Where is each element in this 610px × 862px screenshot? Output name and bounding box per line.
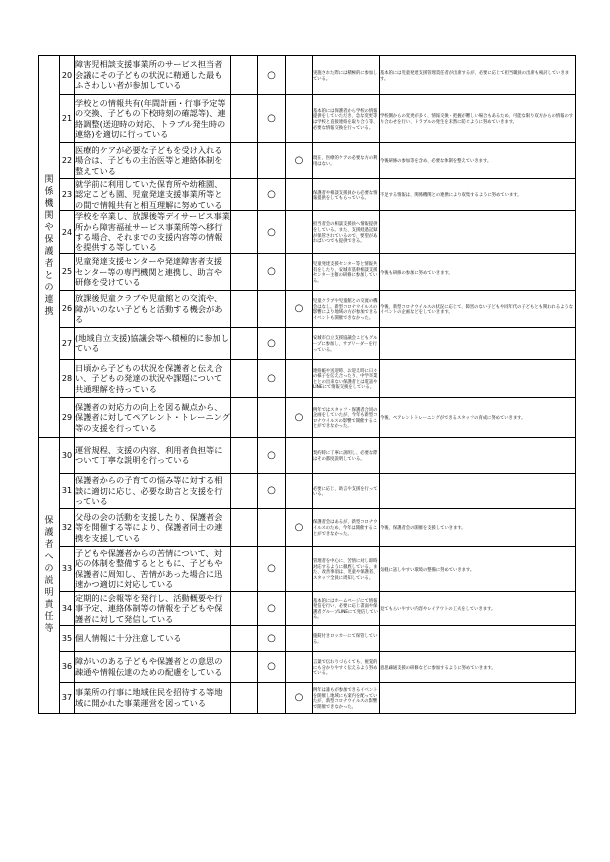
section-label-text: 保護者への説明責任等 [44,516,54,635]
item-number: 34 [60,591,75,625]
table-row [39,397,576,437]
status-note: 児童クラブや児童館との交流の機会はなし。新型コロナウイルスの影響により地域の方が参加できるイベントも開催できなかった。 [313,290,380,327]
answer-cell [286,625,313,651]
improvement-note [380,327,576,359]
answer-cell [258,397,286,437]
item-number: 26 [60,290,75,327]
table-row [39,253,576,290]
improvement-note [380,437,576,473]
item-number: 27 [60,327,75,359]
improvement-note: 意思疎通支援の研修などに参加するように努めていきます。 [380,651,576,682]
answer-cell [286,253,313,290]
item-question: 日頃から子どもの状況を保護者と伝え合い、子どもの発達の状況や課題について共通理解を持っている [75,359,231,397]
table-row [39,211,576,254]
answer-cell [286,437,313,473]
table-row [39,437,576,473]
answer-cell [286,327,313,359]
table-row [39,179,576,211]
item-number: 31 [60,473,75,508]
table-row [39,625,576,651]
improvement-note: 今後、保護者会の開催を支援していきます。 [380,508,576,546]
status-note: 基本的にはホームページにて情報発信を行い、必要に応じ書面や保護者グループLINEにて発信している。 [313,591,380,625]
item-question: 学校との情報共有(年間計画・行事予定等の交換、子どもの下校時刻の確認等)、連絡調整(送迎時の対応、トラブル発生時の連絡)を適切に行っている [75,95,231,143]
answer-cell [286,473,313,508]
item-question: 就学前に利用していた保育所や幼稚園、認定こども園、児童発達支援事業所等との間で情報共有と相互理解に努めている [75,179,231,211]
improvement-note [380,359,576,397]
status-note: 基本的には保護者から学校の情報提供をしていただき、急な変更等は学校と直接連絡を取り合う等、必要な情報交換を行っている。 [313,95,380,143]
improvement-note [380,625,576,651]
answer-cell [231,546,258,591]
item-number: 37 [60,682,75,713]
status-note: 児童発達支援センター等と情報共有をしたり、安城市基幹相談支援センター主催の研修に参加している。 [313,253,380,290]
status-note: 実施された際には積極的に参加している。 [313,56,380,95]
table-row [39,651,576,682]
answer-mark: ○ [286,682,313,713]
item-number: 25 [60,253,75,290]
answer-mark: ○ [286,397,313,437]
answer-mark: ○ [258,473,286,508]
table-row [39,473,576,508]
improvement-note: 今後、ペアレントトレーニングができるスタッフの育成に努めていきます。 [380,397,576,437]
answer-mark: ○ [258,437,286,473]
item-question: 保護者からの子育ての悩み等に対する相談に適切に応じ、必要な助言と支援を行っている [75,473,231,508]
answer-cell [231,682,258,713]
table-row [39,143,576,179]
answer-mark: ○ [258,95,286,143]
answer-mark: ○ [286,143,313,179]
answer-cell [258,290,286,327]
answer-cell [231,327,258,359]
item-question: 障がいのある子どもや保護者との意思の疎通や情報伝達のための配慮をしている [75,651,231,682]
status-note: 現在、医療的ケアの必要な方の利用はない。 [313,143,380,179]
answer-cell [231,473,258,508]
improvement-note: 今後、新型コロナウイルスの状況に応じて、障害のない子どもや同年代の子どもとも関われるようなイベントの企画などをしていきます。 [380,290,576,327]
item-question: 児童発達支援センターや発達障害者支援センター等の専門機関と連携し、助言や研修を受けている [75,253,231,290]
answer-mark: ○ [286,508,313,546]
answer-cell [231,290,258,327]
answer-cell [231,508,258,546]
evaluation-table [38,55,576,714]
status-note: 例年ではスタッフ・保護者合同の企画をしていたが、今年も新型コロナウイルスの影響で開催することができなかった。 [313,397,380,437]
status-note: 安城市自立支援協議会こどもグループに参加し、サブリーダーを行っている。 [313,327,380,359]
answer-cell [231,95,258,143]
item-question: 事業所の行事に地域住民を招待する等地域に開かれた事業運営を図っている [75,682,231,713]
status-note: 例年は誰もが参加できるイベントを開催し地域にも案内を配っていたが、新型コロナウイルスの影響で開催できなかった。 [313,682,380,713]
item-number: 21 [60,95,75,143]
answer-cell [286,359,313,397]
answer-cell [286,211,313,254]
answer-mark: ○ [258,179,286,211]
answer-cell [258,508,286,546]
item-question: 障害児相談支援事業所のサービス担当者会議にその子どもの状況に精通した最もふさわしい者が参加している [75,56,231,95]
status-note: 保護者や相談支援員から必要な情報提供をしてもらっている。 [313,179,380,211]
answer-cell [286,651,313,682]
improvement-note [380,682,576,713]
item-number: 23 [60,179,75,211]
item-number: 28 [60,359,75,397]
answer-cell [231,211,258,254]
table-row [39,327,576,359]
answer-cell [231,253,258,290]
status-note: 施錠付きロッカーにて保管している。 [313,625,380,651]
status-note: 管理者を中心に、苦情に対し即時対応するように徹底している。また、改善事項は、児童や保護者、スタッフ全員に周知している。 [313,546,380,591]
answer-cell [231,437,258,473]
item-question: 父母の会の活動を支援したり、保護者会等を開催する等により、保護者同士の連携を支援している [75,508,231,546]
section-label [39,56,60,438]
item-question: (地域自立支援)協議会等へ積極的に参加している [75,327,231,359]
status-note: 担当者会の相談支援員へ情報提供をしている。また、支援経過記録が保管されているので、要望があればいつでも提供できる。 [313,211,380,254]
section-label-text: 関係機関や保護者との連携 [44,175,54,318]
answer-cell [286,546,313,591]
table-row [39,56,576,95]
item-question: 個人情報に十分注意している [75,625,231,651]
table-row [39,546,576,591]
answer-mark: ○ [286,290,313,327]
table-row [39,95,576,143]
improvement-note: 学校側からの変更が多く、情報交換・把握が難しい場合もあるため、可能な限り双方からの情報のすり合わせを行い、トラブルの発生を未然に防ぐように努めていきます。 [380,95,576,143]
answer-mark: ○ [258,591,286,625]
improvement-note: 今後も研修の参加に努めていきます。 [380,253,576,290]
answer-cell [231,397,258,437]
improvement-note: 見てもらいやすい内容やレイアウトの工夫をしていきます。 [380,591,576,625]
item-question: 放課後児童クラブや児童館との交流や、障がいのない子どもと活動する機会がある [75,290,231,327]
item-question: 運営規程、支援の内容、利用者負担等について丁寧な説明を行っている [75,437,231,473]
answer-mark: ○ [258,625,286,651]
answer-mark: ○ [258,56,286,95]
status-note: 契約時に丁寧に説明し、必要な際はその都度説明している。 [313,437,380,473]
answer-cell [231,143,258,179]
item-number: 32 [60,508,75,546]
item-number: 24 [60,211,75,254]
improvement-note [380,211,576,254]
answer-cell [286,179,313,211]
improvement-note: 不足する情報は、関係機関との連携により収集するように努めています。 [380,179,576,211]
answer-mark: ○ [258,327,286,359]
answer-cell [231,56,258,95]
table-row [39,508,576,546]
answer-mark: ○ [258,211,286,254]
answer-cell [231,179,258,211]
status-note: 保護者会はあるが、新型コロナウイルスのため、今年は開催することができなかった。 [313,508,380,546]
item-question: 学校を卒業し、放課後等デイサービス事業所から障害福祉サービス事業所等へ移行する場合、それまでの支援内容等の情報を提供する等している [75,211,230,253]
section-label [39,437,60,713]
status-note: 言葉で伝わりづらくても、視覚的にも分かりやすく伝えるよう努めている。 [313,651,380,682]
table-row [39,290,576,327]
table-row [39,359,576,397]
answer-cell [231,591,258,625]
answer-cell [258,143,286,179]
answer-cell [286,95,313,143]
improvement-note: 基本的には児童発達支援管理責任者が出席するが、必要に応じて担当職員の出席も検討していきます。 [380,56,576,95]
improvement-note: 気軽に話しやすい環境の整備に努めていきます。 [380,546,576,591]
table-row [39,682,576,713]
item-number: 33 [60,546,75,591]
improvement-note: 今後研修の参加等を含め、必要な体制を整えていきます。 [380,143,576,179]
answer-mark: ○ [258,253,286,290]
item-number: 36 [60,651,75,682]
item-question: 子どもや保護者からの苦情について、対応の体制を整備するとともに、子どもや保護者に周知し、苦情があった場合に迅速かつ適切に対応している [75,546,231,591]
item-number: 35 [60,625,75,651]
answer-mark: ○ [258,651,286,682]
item-number: 29 [60,397,75,437]
status-note: 必要に応じ、助言や支援を行っている。 [313,473,380,508]
status-note: 連絡帳や送迎時、お迎え時に日々の様子を伝え合ったり、中学卒業ととの出来ない保護者とは電話やLINEにて情報交換をしている。 [313,359,380,397]
answer-cell [258,682,286,713]
answer-cell [231,359,258,397]
item-question: 医療的ケアが必要な子どもを受け入れる場合は、子どもの主治医等と連絡体制を整えている [75,143,231,179]
item-number: 30 [60,437,75,473]
item-number: 20 [60,56,75,95]
answer-cell [231,625,258,651]
answer-cell [231,651,258,682]
improvement-note [380,473,576,508]
answer-mark: ○ [258,546,286,591]
item-question: 定期的に会報等を発行し、活動概要や行事予定、連絡体制等の情報を子どもや保護者に対して発信している [75,591,231,625]
answer-cell [286,56,313,95]
answer-cell [286,591,313,625]
item-question: 保護者の対応力の向上を図る観点から、保護者に対してペアレント・トレーニング等の支援を行っている [75,397,231,437]
item-number: 22 [60,143,75,179]
table-row [39,591,576,625]
answer-mark: ○ [258,359,286,397]
